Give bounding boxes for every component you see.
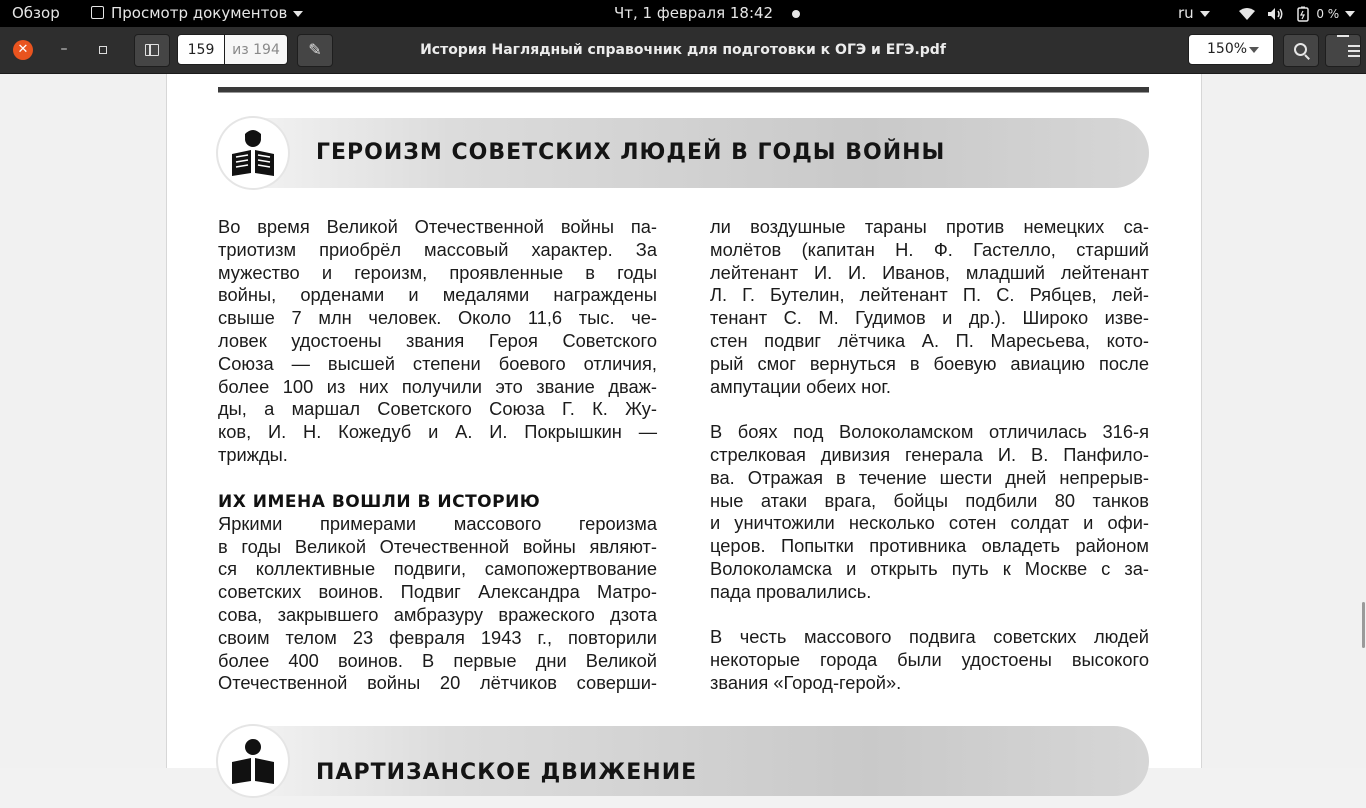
text-line: войны, орденами и медалями награждены [218,284,657,306]
text-line: некоторые города были удостоены высокого [710,649,1149,671]
pencil-icon: ✎ [308,40,322,59]
chevron-down-icon [1345,11,1355,17]
right-text-column [710,216,1149,695]
wifi-icon [1238,7,1256,21]
maximize-window-button[interactable] [92,39,114,61]
text-line: Во время Великой Отечественной войны па- [218,216,657,237]
subheading: ИХ ИМЕНА ВОШЛИ В ИСТОРИЮ [218,491,541,512]
text-line: ные атаки врага, бойцы подбили 80 танков [710,489,1149,511]
text-line: стрелковая дивизия генерала И. В. Панфило- [710,443,1149,465]
minimize-icon: – [60,41,68,57]
text-line: Яркими примерами массового героизма [218,512,657,534]
page-total-label: из 194 [225,34,288,65]
document-viewer-icon [91,6,104,19]
text-line: сова, закрывшего амбразуру вражеского дзота [218,603,657,625]
paragraph-1 [218,216,657,467]
text-line: Отечественной войны 20 лётчиков соверши- [218,672,657,694]
paragraph-4 [710,421,1149,603]
activities-button[interactable]: Обзор [12,4,60,22]
pdf-page [166,74,1202,785]
system-status-menu[interactable] [1238,0,1355,27]
section-banner [218,118,1149,188]
text-line: ловек удостоены звания Героя Советского [218,329,657,351]
text-line: триотизм приобрёл массовый характер. За [218,238,657,260]
text-line: мужество и героизм, проявленные в годы [218,261,657,283]
sidebar-toggle-button[interactable] [134,34,170,67]
next-section-title: ПАРТИЗАНСКОЕ ДВИЖЕНИЕ [316,760,698,785]
text-line: ампутации обеих ног. [710,375,891,397]
text-line: ков, И. Н. Кожедуб и А. И. Покрышкин — [218,421,657,443]
app-menu-button[interactable] [91,0,303,27]
battery-icon [1296,6,1310,22]
reader-icon [218,726,288,796]
clock-label: Чт, 1 февраля 18:42 [614,4,774,22]
section-title: ГЕРОИЗМ СОВЕТСКИХ ЛЮДЕЙ В ГОДЫ ВОЙНЫ [316,140,946,165]
text-line: ли воздушные тараны против немецких са- [710,216,1149,237]
document-view[interactable] [0,74,1366,785]
text-line: рый смог вернуться в боевую авиацию после [710,352,1149,374]
paragraph-3 [710,216,1149,398]
text-line: Волоколамска и открыть путь к Москве с за- [710,557,1149,579]
keyboard-layout-indicator[interactable] [1178,0,1210,27]
chevron-down-icon [1200,11,1210,17]
next-section-icon-circle [218,726,288,796]
text-line: своим телом 23 февраля 1943 г., повторили [218,626,657,648]
zoom-value: 150% [1207,41,1248,57]
text-line: лейтенант И. И. Иванов, младший лейтенант [710,261,1149,283]
chevron-down-icon [1249,47,1259,53]
minimize-window-button[interactable] [53,39,75,61]
sidebar-icon [145,44,159,56]
text-line: более 100 из них получили это звание дваж- [218,375,657,397]
text-line: стен подвиг лётчика А. П. Маресьева, кото- [710,329,1149,351]
text-line: церов. Попытки противника овладеть районом [710,535,1149,557]
paragraph-2 [218,513,657,695]
text-line: трижды. [218,443,288,465]
text-line: В честь массового подвига советских людей [710,626,1149,648]
notification-dot-icon [792,10,800,18]
clock[interactable] [614,0,800,27]
text-line: Л. Г. Бутелин, лейтенант П. С. Рябцев, лей- [710,284,1149,306]
hamburger-icon [1337,35,1349,37]
section-icon-circle [218,118,288,188]
volume-icon [1267,7,1285,21]
text-line: Союза — высшей степени боевого отличия, [218,352,657,374]
text-line: пада провалились. [710,580,872,602]
zoom-selector[interactable] [1188,34,1274,65]
app-menu-label: Просмотр документов [111,4,288,22]
text-line: свыше 7 млн человек. Около 11,6 тыс. че- [218,307,657,329]
left-text-column [218,216,657,695]
paragraph-5 [710,626,1149,694]
annotate-button[interactable] [297,34,333,67]
text-line: звания «Город-герой». [710,671,902,693]
text-line: ды, а маршал Советского Союза Г. К. Жу- [218,398,657,420]
next-section-banner [218,726,1149,796]
page-number-input[interactable]: 159 [177,34,225,65]
vertical-scrollbar[interactable] [1362,602,1365,648]
document-title: История Наглядный справочник для подготовки к ОГЭ и ЕГЭ.pdf [420,42,946,58]
text-line: более 400 воинов. В первые дни Великой [218,649,657,671]
keyboard-layout-label: ru [1178,4,1194,22]
system-top-bar [0,0,1366,27]
search-button[interactable] [1283,34,1319,67]
text-line: тенант С. М. Гудимов и др.). Широко изве- [710,307,1149,329]
main-menu-button[interactable] [1325,34,1361,67]
reader-icon [218,118,288,188]
page-top-rule [218,87,1149,93]
text-line: в годы Великой Отечественной войны являют- [218,535,657,557]
text-line: молётов (капитан Н. Ф. Гастелло, старший [710,238,1149,260]
chevron-down-icon [293,11,303,17]
text-line: ва. Отражая в течение шести дней непрерыв- [710,466,1149,488]
battery-percent: 0 % [1316,7,1340,21]
text-line: ся коллективные подвиги, самопожертвование [218,558,657,580]
close-window-button[interactable] [13,40,33,60]
text-line: и уничтожили несколько сотен солдат и офи- [710,512,1149,534]
close-icon: ✕ [17,42,29,57]
text-line: советских воинов. Подвиг Александра Матро- [218,581,657,603]
maximize-icon [99,46,107,54]
text-line: В боях под Волоколамском отличилась 316-я [710,421,1149,443]
